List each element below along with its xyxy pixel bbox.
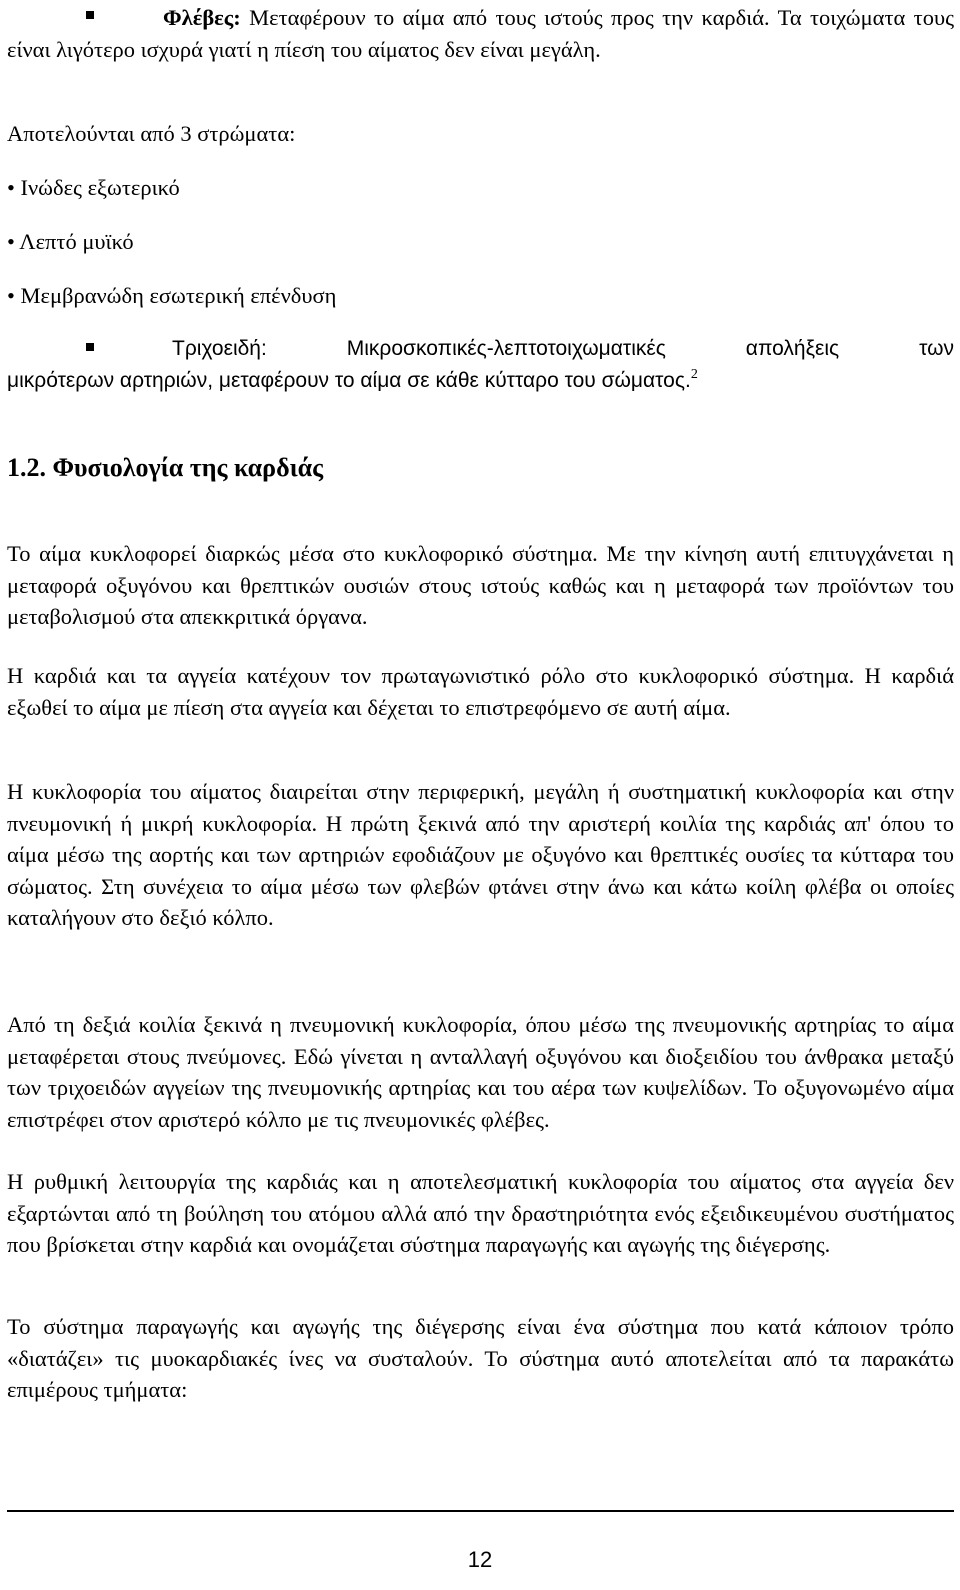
- layer-item-label: Ινώδες εξωτερικό: [20, 175, 180, 200]
- section-title: Φυσιολογία της καρδιάς: [52, 453, 324, 482]
- capillaries-line-1: Τριχοειδή: Μικροσκοπικές-λεπτοτοιχωματικές απολήξεις των: [172, 337, 954, 360]
- page-number: 12: [467, 1547, 493, 1572]
- body-paragraph-4: Από τη δεξιά κοιλία ξεκινά η πνευμονική κυκλοφορία, όπου μέσω της πνευμονικής αρτηρίας το αίμα μεταφέρεται στους πνεύμονες. Εδώ γίνεται η ανταλλαγή οξυγόνου και διοξειδίου του άνθρακα μεταξύ των τριχοειδών αγγείων της πνευμονικής αρτηρίας και του αέρα των κυψελίδων. Το οξυγονωμένο αίμα επιστρέφει στον αριστερό κόλπο με τις πνευμονικές φλέβες.: [7, 1012, 954, 1132]
- footnote-marker: 2: [690, 367, 698, 382]
- capillaries-line-2: [7, 365, 954, 397]
- body-paragraph-5: Η ρυθμική λειτουργία της καρδιάς και η αποτελεσματική κυκλοφορία του αίματος στα αγγεία δεν εξαρτώνται από τη βούληση του ατόμου αλλά από την δραστηριότητα ενός εξειδικευμένου συστήματος που βρίσκεται στην καρδιά και ονομάζεται σύστημα παραγωγής και αγωγής της διέγερσης.: [7, 1169, 954, 1257]
- bullet-icon: •: [7, 229, 15, 254]
- capillaries-paragraph: [7, 333, 954, 397]
- veins-term: Φλέβες:: [163, 5, 241, 30]
- layers-intro: Αποτελούνται από 3 στρώματα:: [7, 121, 296, 146]
- capillaries-line-2-text: μικρότερων αρτηριών, μεταφέρουν το αίμα σε κάθε κύτταρο του σώματος.: [7, 369, 691, 392]
- veins-paragraph: [7, 2, 954, 65]
- veins-text: Μεταφέρουν το αίμα από τους ιστούς προς την καρδιά. Τα τοιχώματα τους είναι λιγότερο ισχυρά γιατί η πίεση του αίματος δεν είναι μεγάλη.: [7, 5, 954, 62]
- bullet-icon: •: [7, 283, 15, 308]
- body-paragraph-3: Η κυκλοφορία του αίματος διαιρείται στην περιφερική, μεγάλη ή συστηματική κυκλοφορία και στην πνευμονική ή μικρή κυκλοφορία. Η πρώτη ξεκινά από την αριστερή κοιλία της καρδιάς απ' όπου το αίμα μέσω της αορτής και των αρτηριών εφοδιάζουν με οξυγόνο και θρεπτικές ουσίες τα κύτταρα του σώματος. Στη συνέχεια το αίμα μέσω των φλεβών φτάνει στην άνω και κάτω κοίλη φλέβα οι οποίες καταλήγουν στο δεξιό κόλπο.: [7, 779, 954, 930]
- body-paragraph-2: Η καρδιά και τα αγγεία κατέχουν τον πρωταγωνιστικό ρόλο στο κυκλοφορικό σύστημα. Η καρδιά εξωθεί το αίμα με πίεση στα αγγεία και δέχεται το επιστρεφόμενο σε αυτή αίμα.: [7, 663, 954, 720]
- layer-item-label: Λεπτό μυϊκό: [19, 229, 134, 254]
- section-heading: [7, 451, 323, 485]
- layer-item-1: [7, 172, 180, 204]
- body-paragraph-6: Το σύστημα παραγωγής και αγωγής της διέγερσης είναι ένα σύστημα που κατά κάποιον τρόπο «διατάζει» τις μυοκαρδιακές ίνες να συσταλούν. Το σύστημα αυτό αποτελείται από τα παρακάτω επιμέρους τμήματα:: [7, 1314, 954, 1402]
- layer-item-3: [7, 280, 336, 312]
- body-paragraph-1: Το αίμα κυκλοφορεί διαρκώς μέσα στο κυκλοφορικό σύστημα. Με την κίνηση αυτή επιτυγχάνεται η μεταφορά οξυγόνου και θρεπτικών ουσιών στους ιστούς καθώς και η μεταφορά των προϊόντων του μεταβολισμού στα απεκκριτικά όργανα.: [7, 541, 954, 629]
- layer-item-label: Μεμβρανώδη εσωτερική επένδυση: [20, 283, 337, 308]
- footer-rule: [7, 1510, 954, 1512]
- bullet-icon: •: [7, 175, 15, 200]
- section-number: 1.2.: [7, 453, 46, 482]
- layer-item-2: [7, 226, 134, 258]
